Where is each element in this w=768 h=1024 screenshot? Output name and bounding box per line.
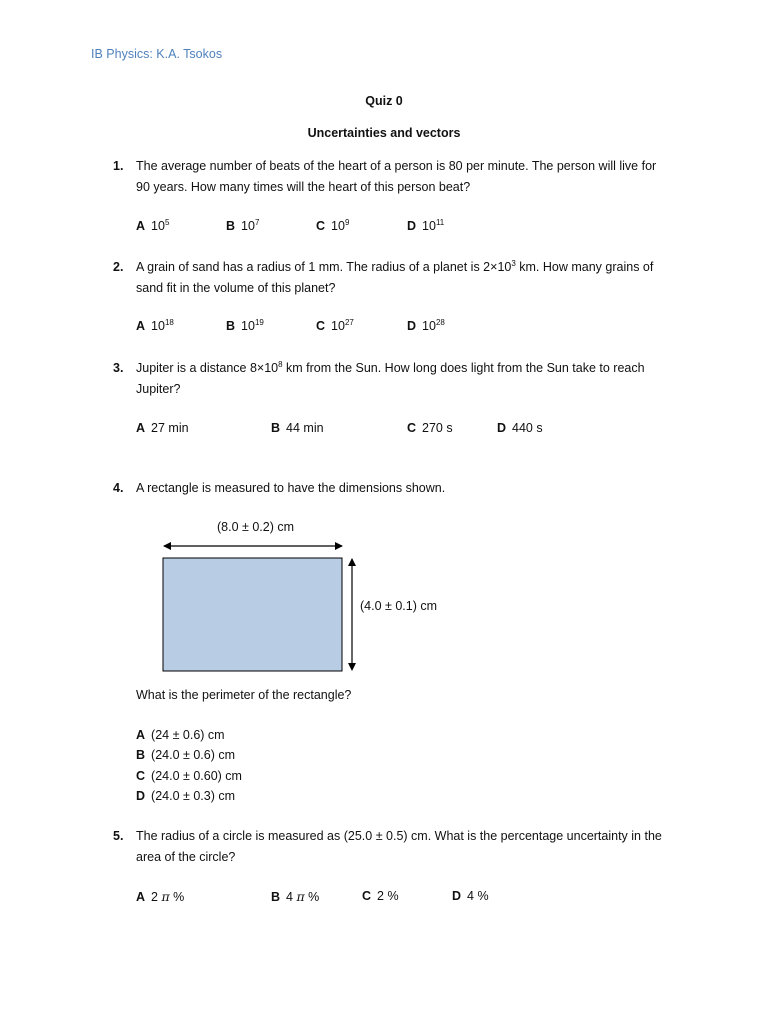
question-line: A rectangle is measured to have the dimensions shown. (136, 481, 446, 495)
question-prompt: What is the perimeter of the rectangle? (136, 688, 352, 702)
question-number: 5. (113, 829, 124, 843)
option-b: B 44 min (271, 421, 324, 435)
option-b: B $10^{19}$ (226, 318, 264, 333)
question-line: 90 years. How many times will the heart of this person beat? (136, 180, 471, 194)
option-list (136, 725, 242, 806)
width-label: (8.0 ± 0.2) cm (217, 520, 295, 534)
option-c: C $10^{27}$ (316, 318, 354, 333)
option-a: A 27 min (136, 421, 189, 435)
rectangle-figure (160, 515, 460, 680)
option-b: B $10^7$ (226, 218, 260, 233)
question-line: The radius of a circle is measured as (25.0 ± 0.5) cm. What is the percentage uncertainty in the (136, 829, 662, 843)
question-number: 2. (113, 260, 124, 274)
option-d: D $10^{28}$ (407, 318, 445, 333)
option-c: C $10^9$ (316, 218, 350, 233)
measured-rectangle (163, 558, 342, 671)
document-header: IB Physics: K.A. Tsokos (91, 47, 223, 61)
option-d: D 4 % (452, 889, 489, 903)
question-text (136, 257, 681, 299)
question-text (136, 156, 681, 198)
pi-symbol: π (161, 889, 170, 904)
question-line: A grain of sand has a radius of 1 mm. The radius of a planet is $2\times 10^3$ km. How many grains of (136, 259, 654, 274)
option-d: D 440 s (497, 421, 543, 435)
question-number: 4. (113, 481, 124, 495)
quiz-title: Quiz 0 (365, 94, 403, 108)
option-d: D (24.0 ± 0.3) cm (136, 788, 236, 803)
question-text (136, 478, 681, 499)
quiz-subtitle: Uncertainties and vectors (307, 126, 461, 140)
option-b: B 4 π % (271, 889, 320, 904)
height-label: (4.0 ± 0.1) cm (360, 599, 438, 613)
question-text (136, 358, 681, 400)
option-c: C 270 s (407, 421, 453, 435)
question-line: area of the circle? (136, 850, 236, 864)
question-line: sand fit in the volume of this planet? (136, 281, 336, 295)
question-number: 3. (113, 361, 124, 375)
rectangle-diagram (160, 515, 460, 680)
question-line: The average number of beats of the heart of a person is 80 per minute. The person will live for (136, 159, 657, 173)
option-a: A 2 π % (136, 889, 185, 904)
option-a: A $10^5$ (136, 218, 170, 233)
question-line: Jupiter is a distance $8\times 10^8$ km from the Sun. How long does light from the Sun take to reach (136, 360, 645, 375)
option-d: D $10^{11}$ (407, 218, 445, 233)
pi-symbol: π (296, 889, 305, 904)
question-text (136, 826, 681, 868)
option-a: A $10^{18}$ (136, 318, 174, 333)
option-c: C 2 % (362, 889, 399, 903)
option-c: C (24.0 ± 0.60) cm (136, 768, 242, 783)
question-line: Jupiter? (136, 382, 181, 396)
option-a: A (24 ± 0.6) cm (136, 728, 225, 742)
option-b: B (24.0 ± 0.6) cm (136, 748, 236, 763)
question-number: 1. (113, 159, 124, 173)
